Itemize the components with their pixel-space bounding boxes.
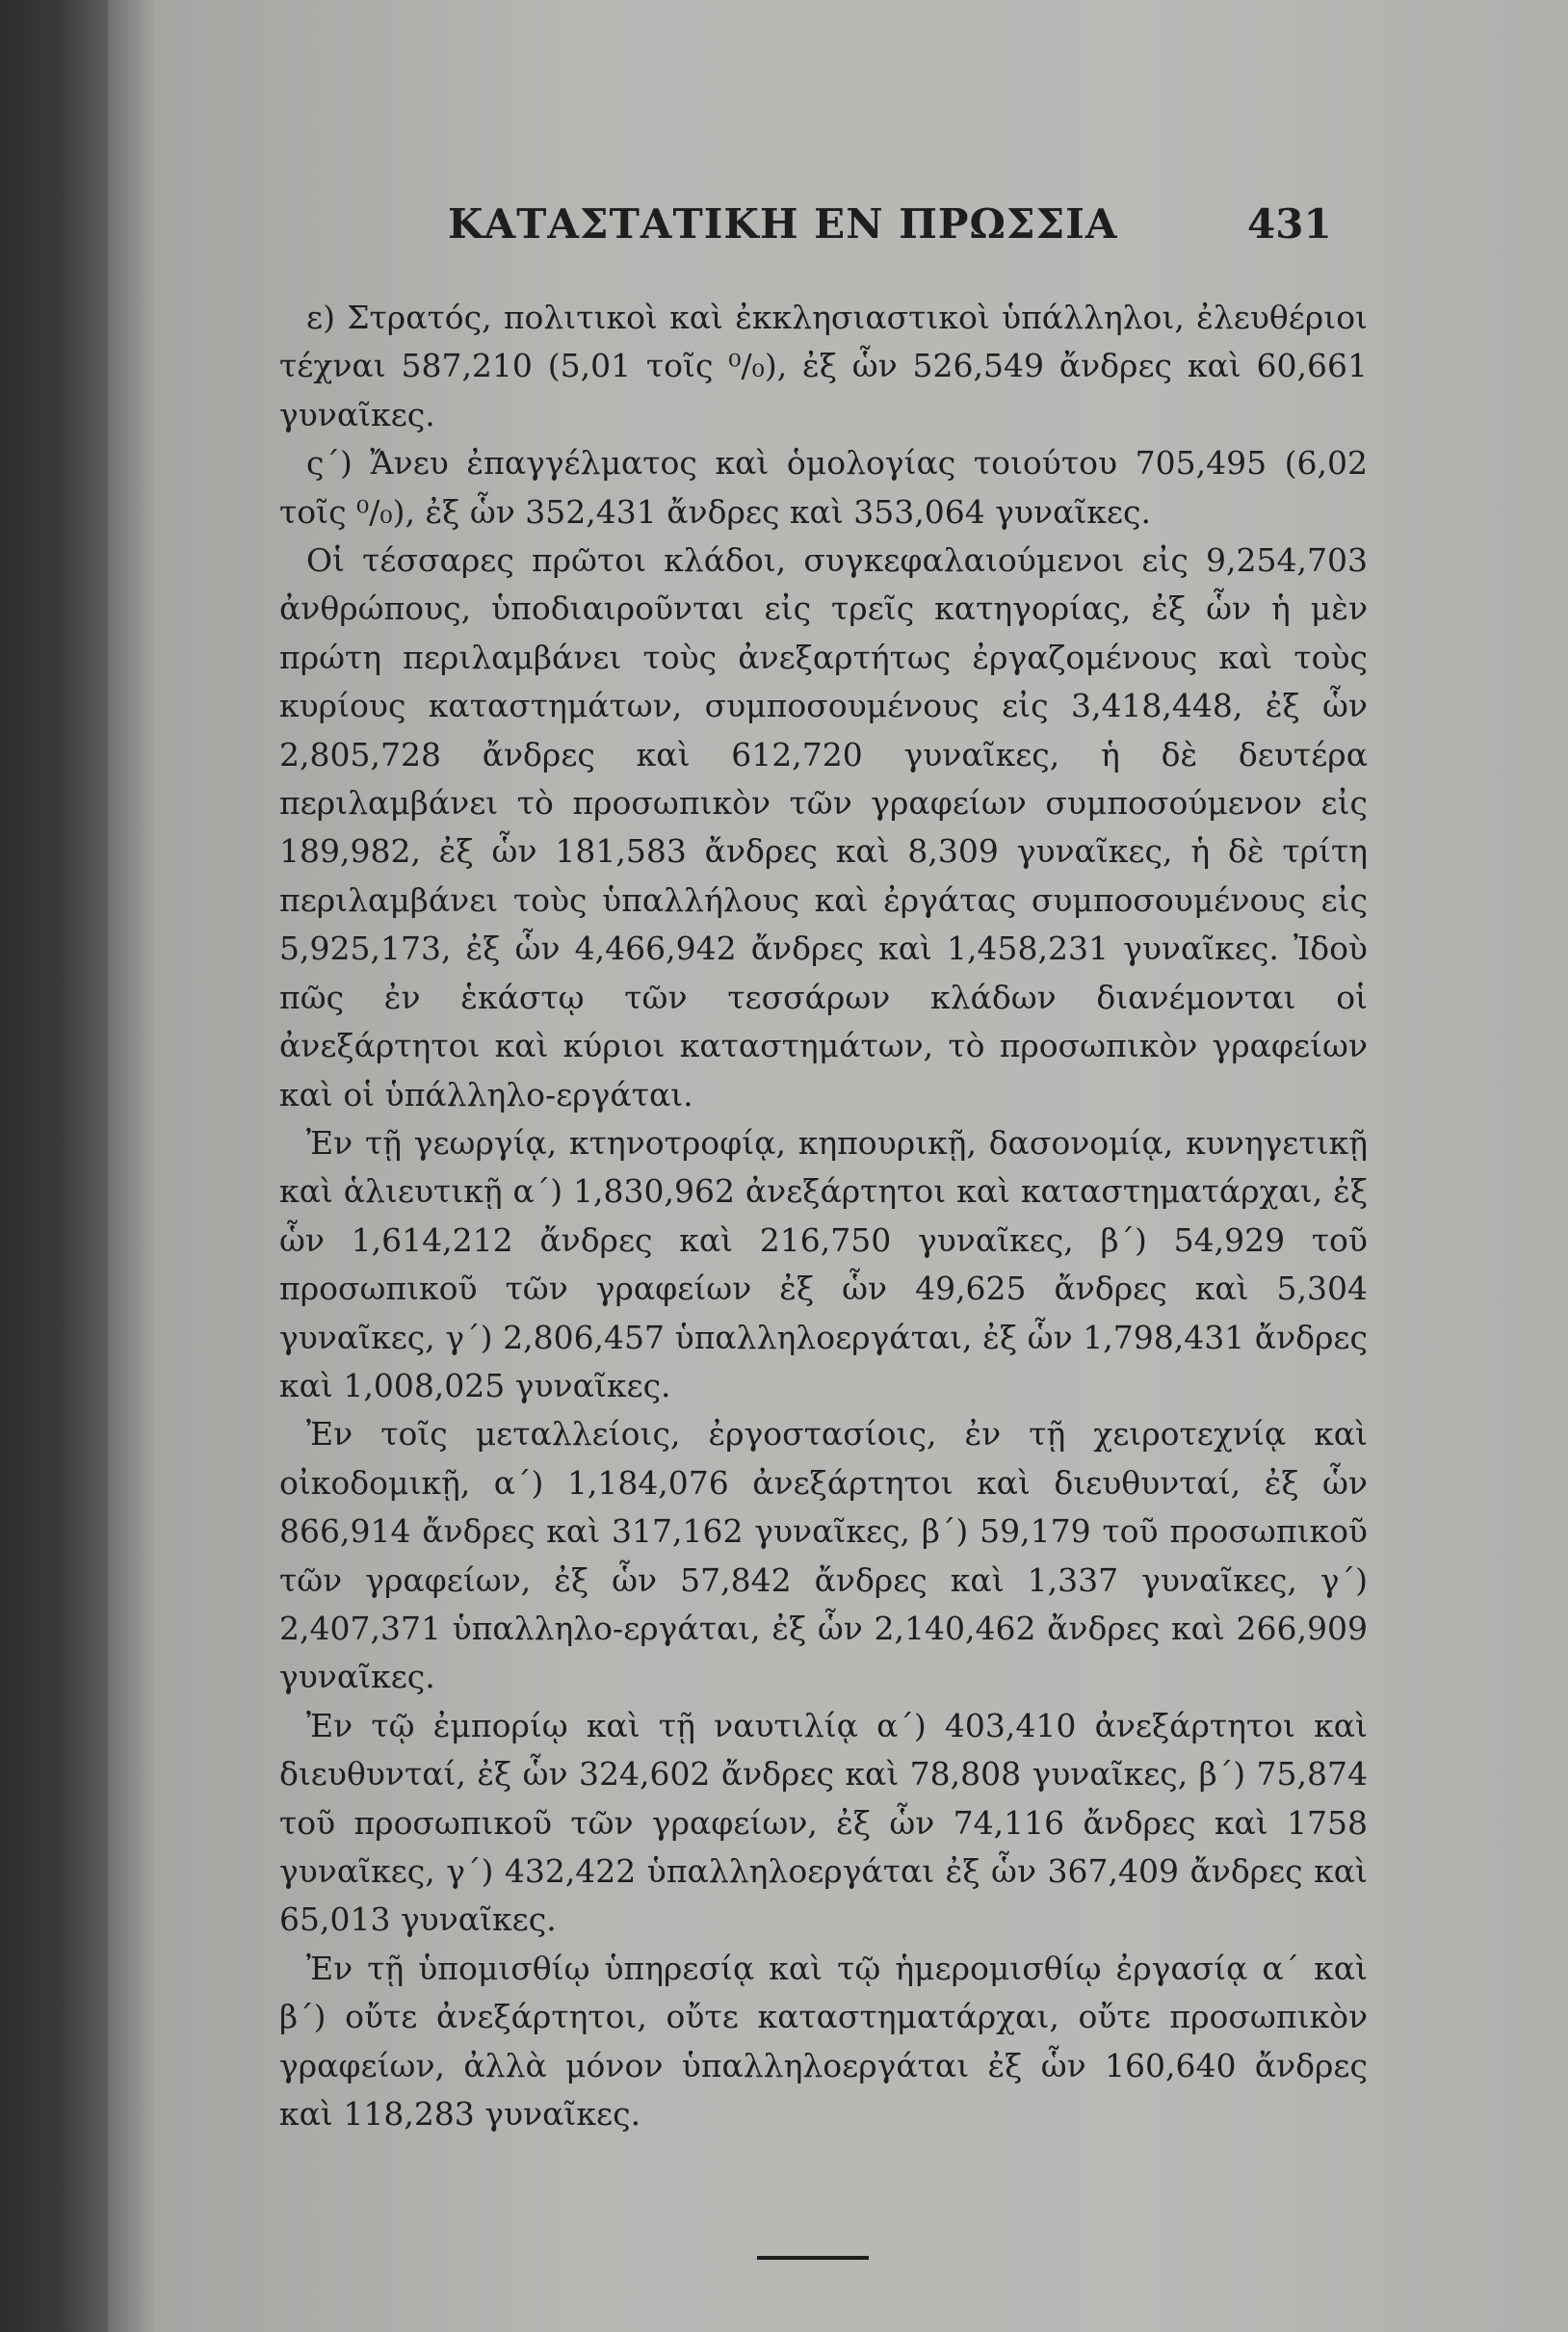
page-header <box>154 193 1568 260</box>
book-gutter-fold <box>108 0 154 2332</box>
paragraph-4: Ἐν τῇ γεωργίᾳ, κτηνοτροφίᾳ, κηπουρικῇ, δασονομίᾳ, κυνηγετικῇ καὶ ἁλιευτικῇ α΄) 1,830,962 ἀνεξάρτητοι καὶ καταστηματάρχαι, ἐξ ὧν 1,614,212 ἄνδρες καὶ 216,750 γυναῖκες, β΄) 54,929 τοῦ προσωπικοῦ τῶν γραφείων ἐξ ὧν 49,625 ἄνδρες καὶ 5,304 γυναῖκες, γ΄) 2,806,457 ὑπαλληλοεργάται, ἐξ ὧν 1,798,431 ἄνδρες καὶ 1,008,025 γυναῖκες. <box>279 1123 1368 1404</box>
running-title: ΚΑΤΑΣΤΑΤΙΚΗ ΕΝ ΠΡΩΣΣΙΑ <box>448 200 1118 248</box>
paragraph-2: ς΄) Ἄνευ ἐπαγγέλματος καὶ ὁμολογίας τοιούτου 705,495 (6,02 τοῖς ⁰/₀), ἐξ ὧν 352,431 ἄνδρες καὶ 353,064 γυναῖκες. <box>279 444 1368 531</box>
page-number: 431 <box>1247 200 1332 248</box>
body-text <box>279 294 1368 2138</box>
paragraph-3: Οἱ τέσσαρες πρῶτοι κλάδοι, συγκεφαλαιούμενοι εἰς 9,254,703 ἀνθρώπους, ὑποδιαιροῦνται εἰς τρεῖς κατηγορίας, ἐξ ὧν ἡ μὲν πρώτη περιλαμβάνει τοὺς ἀνεξαρτήτως ἐργαζομένους καὶ τοὺς κυρίους καταστημάτων, συμποσουμένους εἰς 3,418,448, ἐξ ὧν 2,805,728 ἄνδρες καὶ 612,720 γυναῖκες, ἡ δὲ δευτέρα περιλαμβάνει τὸ προσωπικὸν τῶν γραφείων συμποσούμενον εἰς 189,982, ἐξ ὧν 181,583 ἄνδρες καὶ 8,309 γυναῖκες, ἡ δὲ τρίτη περιλαμβάνει τοὺς ὑπαλλήλους καὶ ἐργάτας συμποσουμένους εἰς 5,925,173, ἐξ ὧν 4,466,942 ἄνδρες καὶ 1,458,231 γυναῖκες. Ἰδοὺ πῶς ἐν ἑκάστῳ τῶν τεσσάρων κλάδων διανέμονται οἱ ἀνεξάρτητοι καὶ κύριοι καταστημάτων, τὸ προσωπικὸν γραφείων καὶ οἱ ὑπάλληλο-εργάται. <box>279 541 1368 1114</box>
paragraph-1: ε) Στρατός, πολιτικοὶ καὶ ἐκκλησιαστικοὶ ὑπάλληλοι, ἐλευθέριοι τέχναι 587,210 (5,01 τοῖς ⁰/₀), ἐξ ὧν 526,549 ἄνδρες καὶ 60,661 γυναῖκες. <box>279 299 1368 433</box>
paragraph-5: Ἐν τοῖς μεταλλείοις, ἐργοστασίοις, ἐν τῇ χειροτεχνίᾳ καὶ οἰκοδομικῇ, α΄) 1,184,076 ἀνεξάρτητοι καὶ διευθυνταί, ἐξ ὧν 866,914 ἄνδρες καὶ 317,162 γυναῖκες, β΄) 59,179 τοῦ προσωπικοῦ τῶν γραφείων, ἐξ ὧν 57,842 ἄνδρες καὶ 1,337 γυναῖκες, γ΄) 2,407,371 ὑπαλληλο-εργάται, ἐξ ὧν 2,140,462 ἄνδρες καὶ 266,909 γυναῖκες. <box>279 1415 1368 1696</box>
paragraph-6: Ἐν τῷ ἐμπορίῳ καὶ τῇ ναυτιλίᾳ α΄) 403,410 ἀνεξάρτητοι καὶ διευθυνταί, ἐξ ὧν 324,602 ἄνδρες καὶ 78,808 γυναῖκες, β΄) 75,874 τοῦ προσωπικοῦ τῶν γραφείων, ἐξ ὧν 74,116 ἄνδρες καὶ 1758 γυναῖκες, γ΄) 432,422 ὑπαλληλοεργάται ἐξ ὧν 367,409 ἄνδρες καὶ 65,013 γυναῖκες. <box>279 1706 1368 1939</box>
book-gutter-shadow <box>0 0 108 2332</box>
paragraph-7: Ἐν τῇ ὑπομισθίῳ ὑπηρεσίᾳ καὶ τῷ ἡμερομισθίῳ ἐργασίᾳ α΄ καὶ β΄) οὔτε ἀνεξάρτητοι, οὔτε καταστηματάρχαι, οὔτε προσωπικὸν γραφείων, ἀλλὰ μόνον ὑπαλληλοεργάται ἐξ ὧν 160,640 ἄνδρες καὶ 118,283 γυναῖκες. <box>279 1949 1368 2134</box>
section-end-rule <box>757 2256 869 2260</box>
